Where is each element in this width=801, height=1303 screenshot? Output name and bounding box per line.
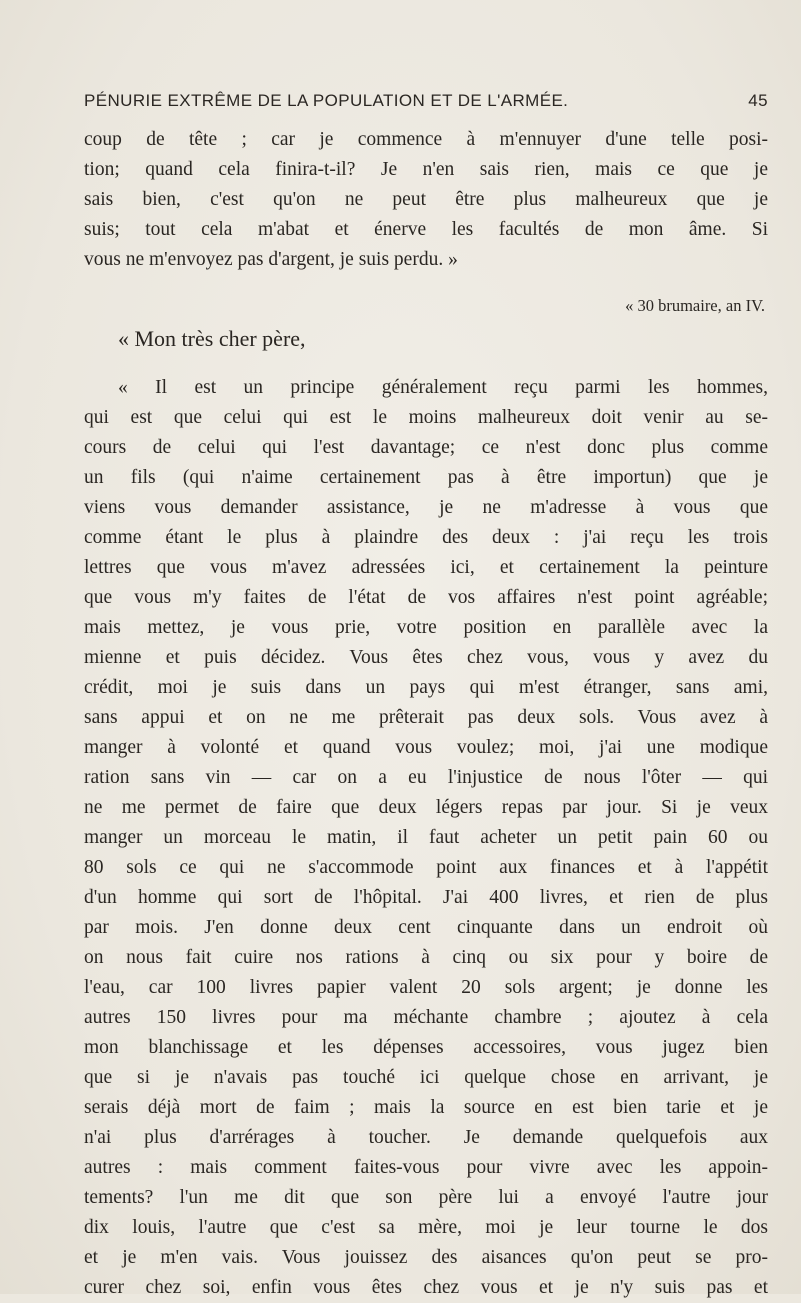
text-line: mon blanchissage et les dépenses accessoires, vous jugez bien	[84, 1037, 768, 1058]
text-line: mais mettez, je vous prie, votre position en parallèle avec la	[84, 617, 768, 638]
text-line: autres : mais comment faites-vous pour vivre avec les appoin-	[84, 1157, 768, 1178]
text-line: tements? l'un me dit que son père lui a envoyé l'autre jour	[84, 1187, 768, 1208]
running-title: PÉNURIE EXTRÊME DE LA POPULATION ET DE L'ARMÉE.	[84, 91, 569, 110]
running-head	[84, 91, 768, 117]
text-line: ne me permet de faire que deux légers repas par jour. Si je veux	[84, 797, 768, 818]
text-line: « Il est un principe généralement reçu parmi les hommes,	[118, 377, 768, 398]
text-line: l'eau, car 100 livres papier valent 20 sols argent; je donne les	[84, 977, 768, 998]
text-line: autres 150 livres pour ma méchante chambre ; ajoutez à cela	[84, 1007, 768, 1028]
text-line: un fils (qui n'aime certainement pas à être importun) que je	[84, 467, 768, 488]
text-line: sans appui et on ne me prêterait pas deux sols. Vous avez à	[84, 707, 768, 728]
text-line: que vous m'y faites de l'état de vos affaires n'est point agréable;	[84, 587, 768, 608]
text-line: suis; tout cela m'abat et énerve les facultés de mon âme. Si	[84, 219, 768, 240]
text-line: d'un homme qui sort de l'hôpital. J'ai 400 livres, et rien de plus	[84, 887, 768, 908]
text-line: curer chez soi, enfin vous êtes chez vous et je n'y suis pas et	[84, 1277, 768, 1298]
text-line: comme étant le plus à plaindre des deux : j'ai reçu les trois	[84, 527, 768, 548]
text-line: tion; quand cela finira-t-il? Je n'en sais rien, mais ce que je	[84, 159, 768, 180]
text-line: mienne et puis décidez. Vous êtes chez vous, vous y avez du	[84, 647, 768, 668]
text-line: manger à volonté et quand vous voulez; moi, j'ai une modique	[84, 737, 768, 758]
text-line: on nous fait cuire nos rations à cinq ou six pour y boire de	[84, 947, 768, 968]
text-line: viens vous demander assistance, je ne m'adresse à vous que	[84, 497, 768, 518]
text-line: que si je n'avais pas touché ici quelque chose en arrivant, je	[84, 1067, 768, 1088]
text-line: sais bien, c'est qu'on ne peut être plus malheureux que je	[84, 189, 768, 210]
letter-body	[84, 373, 768, 1303]
text-line: et je m'en vais. Vous jouissez des aisances qu'on peut se pro-	[84, 1247, 768, 1268]
text-line: lettres que vous m'avez adressées ici, et certainement la peinture	[84, 557, 768, 578]
text-line: dix louis, l'autre que c'est sa mère, moi je leur tourne le dos	[84, 1217, 768, 1238]
text-line: cours de celui qui l'est davantage; ce n'est donc plus comme	[84, 437, 768, 458]
text-line: serais déjà mort de faim ; mais la source en est bien tarie et je	[84, 1097, 768, 1118]
text-line: 80 sols ce qui ne s'accommode point aux finances et à l'appétit	[84, 857, 768, 878]
text-line: ration sans vin — car on a eu l'injustice de nous l'ôter — qui	[84, 767, 768, 788]
text-line: manger un morceau le matin, il faut acheter un petit pain 60 ou	[84, 827, 768, 848]
text-line: n'ai plus d'arrérages à toucher. Je demande quelquefois aux	[84, 1127, 768, 1148]
letter-salutation: « Mon très cher père,	[118, 326, 306, 351]
letter-dateline: « 30 brumaire, an IV.	[625, 296, 765, 315]
text-line: coup de tête ; car je commence à m'ennuyer d'une telle posi-	[84, 129, 768, 150]
text-line: vous ne m'envoyez pas d'argent, je suis perdu. »	[84, 249, 458, 270]
paragraph-continuation	[84, 125, 768, 275]
page-number: 45	[748, 91, 768, 110]
text-line: qui est que celui qui est le moins malheureux doit venir au se-	[84, 407, 768, 428]
text-line: par mois. J'en donne deux cent cinquante dans un endroit où	[84, 917, 768, 938]
text-line: crédit, moi je suis dans un pays qui m'est étranger, sans ami,	[84, 677, 768, 698]
